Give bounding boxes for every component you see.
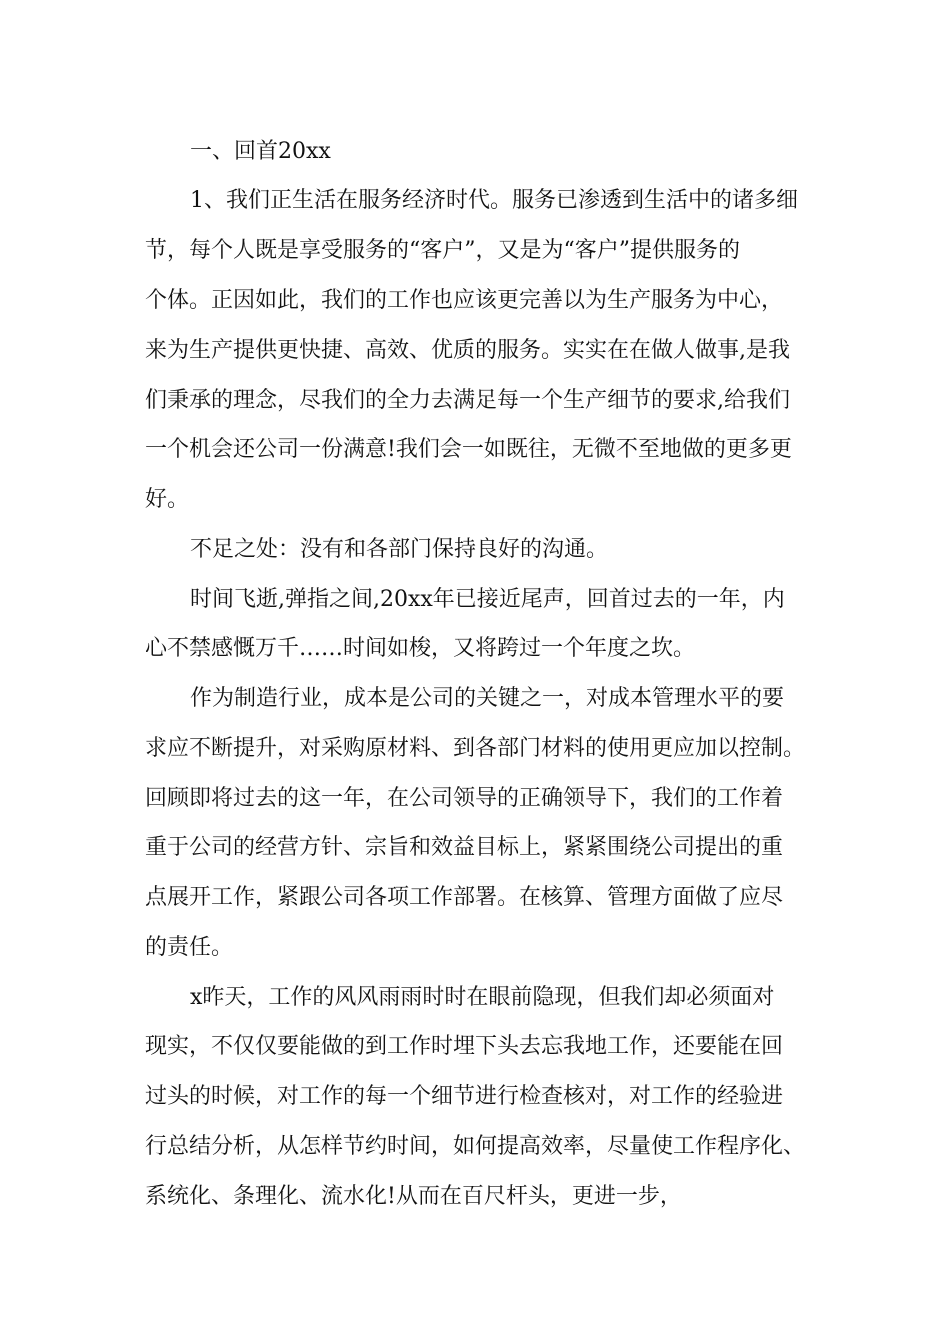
paragraph-1-line-1: 1、我们正生活在服务经济时代。服务已渗透到生活中的诸多细 xyxy=(190,188,798,213)
paragraph-4-line-2: 求应不断提升，对采购原材料、到各部门材料的使用更应加以控制。 xyxy=(145,736,806,761)
paragraph-2-line-1: 不足之处：没有和各部门保持良好的沟通。 xyxy=(190,537,609,562)
paragraph-3-line-2: 心不禁感慨万千……时间如梭，又将跨过一个年度之坎。 xyxy=(145,636,696,661)
section-heading: 一、回首20xx xyxy=(190,139,331,164)
paragraph-4-line-5: 点展开工作，紧跟公司各项工作部署。在核算、管理方面做了应尽 xyxy=(145,885,784,910)
paragraph-1-line-2: 节，每个人既是享受服务的“客户”，又是为“客户”提供服务的 xyxy=(145,238,740,263)
paragraph-1-line-5: 们秉承的理念，尽我们的全力去满足每一个生产细节的要求,给我们 xyxy=(145,388,790,413)
paragraph-4-line-3: 回顾即将过去的这一年，在公司领导的正确领导下，我们的工作着 xyxy=(145,786,784,811)
paragraph-5-line-4: 行总结分析，从怎样节约时间，如何提高效率，尽量使工作程序化、 xyxy=(145,1134,806,1159)
paragraph-1-line-3: 个体。正因如此，我们的工作也应该更完善以为生产服务为中心， xyxy=(145,288,784,313)
paragraph-4-line-1: 作为制造行业，成本是公司的关键之一，对成本管理水平的要 xyxy=(190,686,785,711)
paragraph-4-line-4: 重于公司的经营方针、宗旨和效益目标上，紧紧围绕公司提出的重 xyxy=(145,835,784,860)
paragraph-5-line-3: 过头的时候，对工作的每一个细节进行检查核对，对工作的经验进 xyxy=(145,1084,784,1109)
paragraph-1-line-6: 一个机会还公司一份满意!我们会一如既往，无微不至地做的更多更 xyxy=(145,437,792,462)
paragraph-3-line-1: 时间飞逝,弹指之间,20xx年已接近尾声，回首过去的一年，内 xyxy=(190,587,785,612)
paragraph-1-line-4: 来为生产提供更快捷、高效、优质的服务。实实在在做人做事,是我 xyxy=(145,338,790,363)
paragraph-5-line-1: x昨天，工作的风风雨雨时时在眼前隐现，但我们却必须面对 xyxy=(190,985,775,1010)
paragraph-5-line-2: 现实，不仅仅要能做的到工作时埋下头去忘我地工作，还要能在回 xyxy=(145,1034,784,1059)
paragraph-1-line-7: 好。 xyxy=(145,487,190,512)
paragraph-5-line-5: 系统化、条理化、流水化!从而在百尺杆头，更进一步， xyxy=(145,1184,682,1209)
paragraph-4-line-6: 的责任。 xyxy=(145,935,234,960)
